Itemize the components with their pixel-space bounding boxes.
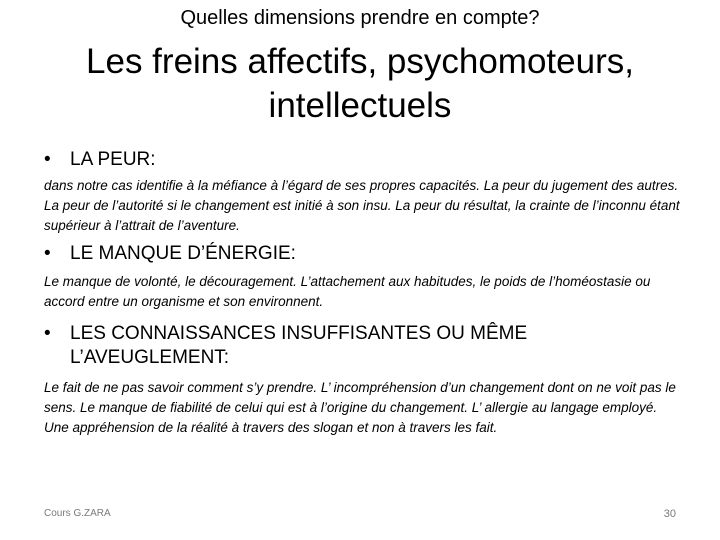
- bullet-dot-icon: •: [44, 323, 51, 344]
- heading-text: LE MANQUE D’ÉNERGIE:: [70, 243, 296, 264]
- description-fear: dans notre cas identifie à la méfiance à l’égard de ses propres capacités. La peur du jugement des autres. La peur de l’autorité si le changement est initié à son insu. La peur du résultat, la crainte de l’inconnu étant supérieur à l’attrait de l’aventure.: [44, 178, 680, 233]
- slide-title: Les freins affectifs, psychomoteurs, intellectuels: [86, 42, 634, 125]
- description-knowledge: Le fait de ne pas savoir comment s’y prendre. L’ incompréhension d’un changement dont on ne voit pas le sens. Le manque de fiabilité de celui qui est à l’origine du changement. L’ allergie au langage employé. Une appréhension de la réalité à travers des slogan et non à travers les fait.: [44, 380, 676, 435]
- bullet-heading-energy: [44, 242, 670, 266]
- bullet-dot-icon: •: [44, 149, 51, 170]
- bullet-heading-knowledge: [44, 322, 670, 370]
- page-number: 30: [663, 508, 676, 520]
- heading-text: LA PEUR:: [70, 149, 156, 170]
- description-energy: Le manque de volonté, le découragement. L’attachement aux habitudes, le poids de l’homéostasie ou accord entre un organisme et son environnent.: [44, 274, 651, 309]
- bullet-dot-icon: •: [44, 243, 51, 264]
- bullet-heading-fear: [44, 148, 670, 172]
- footer-author: Cours G.ZARA: [44, 508, 111, 519]
- slide-subtitle: Quelles dimensions prendre en compte?: [180, 7, 540, 29]
- heading-text: LES CONNAISSANCES INSUFFISANTES OU MÊME L’AVEUGLEMENT:: [70, 323, 528, 368]
